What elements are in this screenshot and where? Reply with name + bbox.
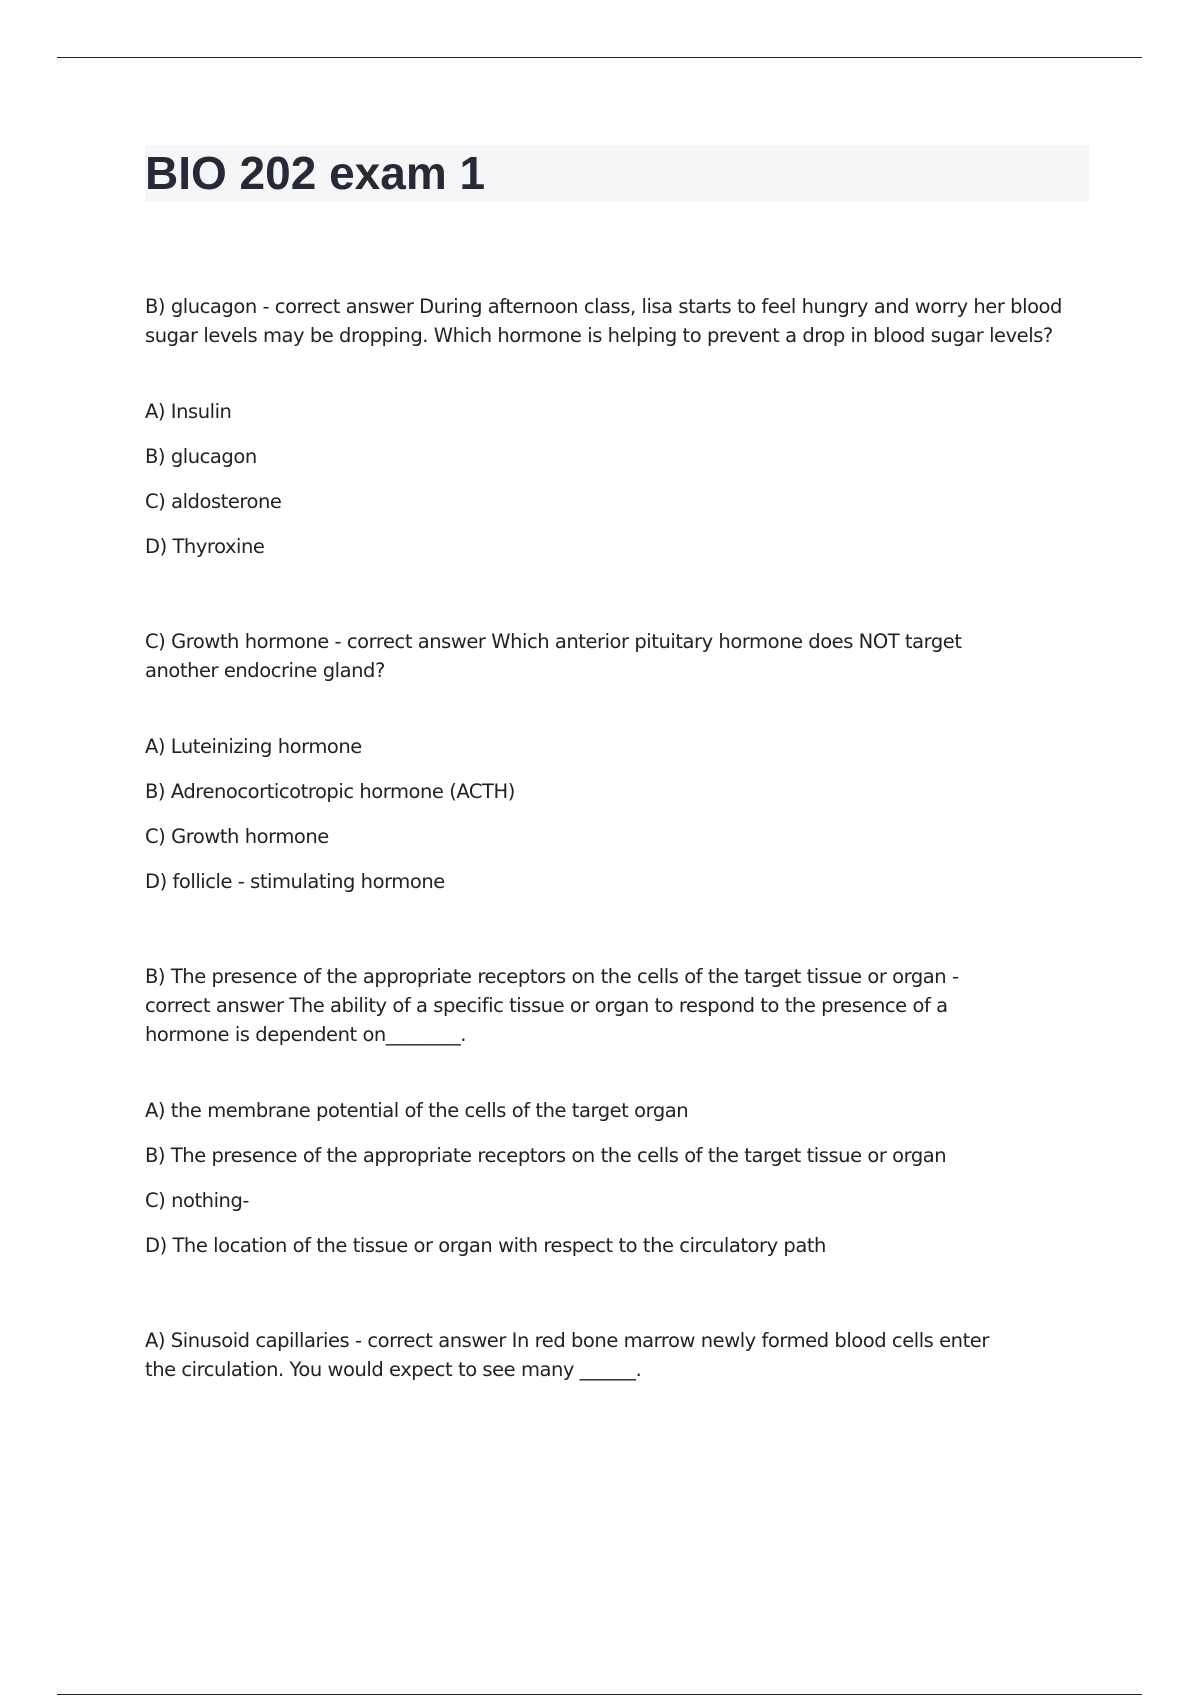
question-block — [145, 292, 1085, 561]
answer-option: A) Insulin — [145, 400, 232, 423]
question-prompt: A) Sinusoid capillaries - correct answer In red bone marrow newly formed blood cells enter the circulation. You would expect to see many ______. — [145, 1329, 989, 1381]
answer-options — [145, 732, 1085, 896]
answer-options — [145, 1096, 1085, 1260]
answer-option: A) the membrane potential of the cells of the target organ — [145, 1099, 689, 1122]
question-prompt: C) Growth hormone - correct answer Which anterior pituitary hormone does NOT target another endocrine gland? — [145, 630, 962, 682]
question-prompt: B) glucagon - correct answer During afternoon class, lisa starts to feel hungry and worry her blood sugar levels may be dropping. Which hormone is helping to prevent a drop in blood sugar levels? — [145, 295, 1062, 347]
question-block — [145, 962, 1085, 1260]
answer-option: D) follicle - stimulating hormone — [145, 870, 445, 893]
answer-option: D) Thyroxine — [145, 535, 265, 558]
answer-option: B) glucagon — [145, 445, 257, 468]
document-title: BIO 202 exam 1 — [145, 147, 486, 199]
answer-option: B) The presence of the appropriate receptors on the cells of the target tissue or organ — [145, 1144, 947, 1167]
answer-option: D) The location of the tissue or organ with respect to the circulatory path — [145, 1234, 826, 1257]
answer-option: C) Growth hormone — [145, 825, 329, 848]
question-block — [145, 1326, 1085, 1384]
document-body — [145, 292, 1085, 1431]
answer-option: B) Adrenocorticotropic hormone (ACTH) — [145, 780, 515, 803]
answer-options — [145, 397, 1085, 561]
answer-option: C) nothing- — [145, 1189, 249, 1212]
top-rule — [57, 57, 1142, 58]
question-block — [145, 627, 1085, 896]
answer-option: C) aldosterone — [145, 490, 282, 513]
answer-option: A) Luteinizing hormone — [145, 735, 362, 758]
question-prompt: B) The presence of the appropriate receptors on the cells of the target tissue or organ - correct answer The ability of a specific tissue or organ to respond to the presence of a hormone is dependent on________. — [145, 965, 959, 1046]
bottom-rule — [57, 1694, 1142, 1695]
